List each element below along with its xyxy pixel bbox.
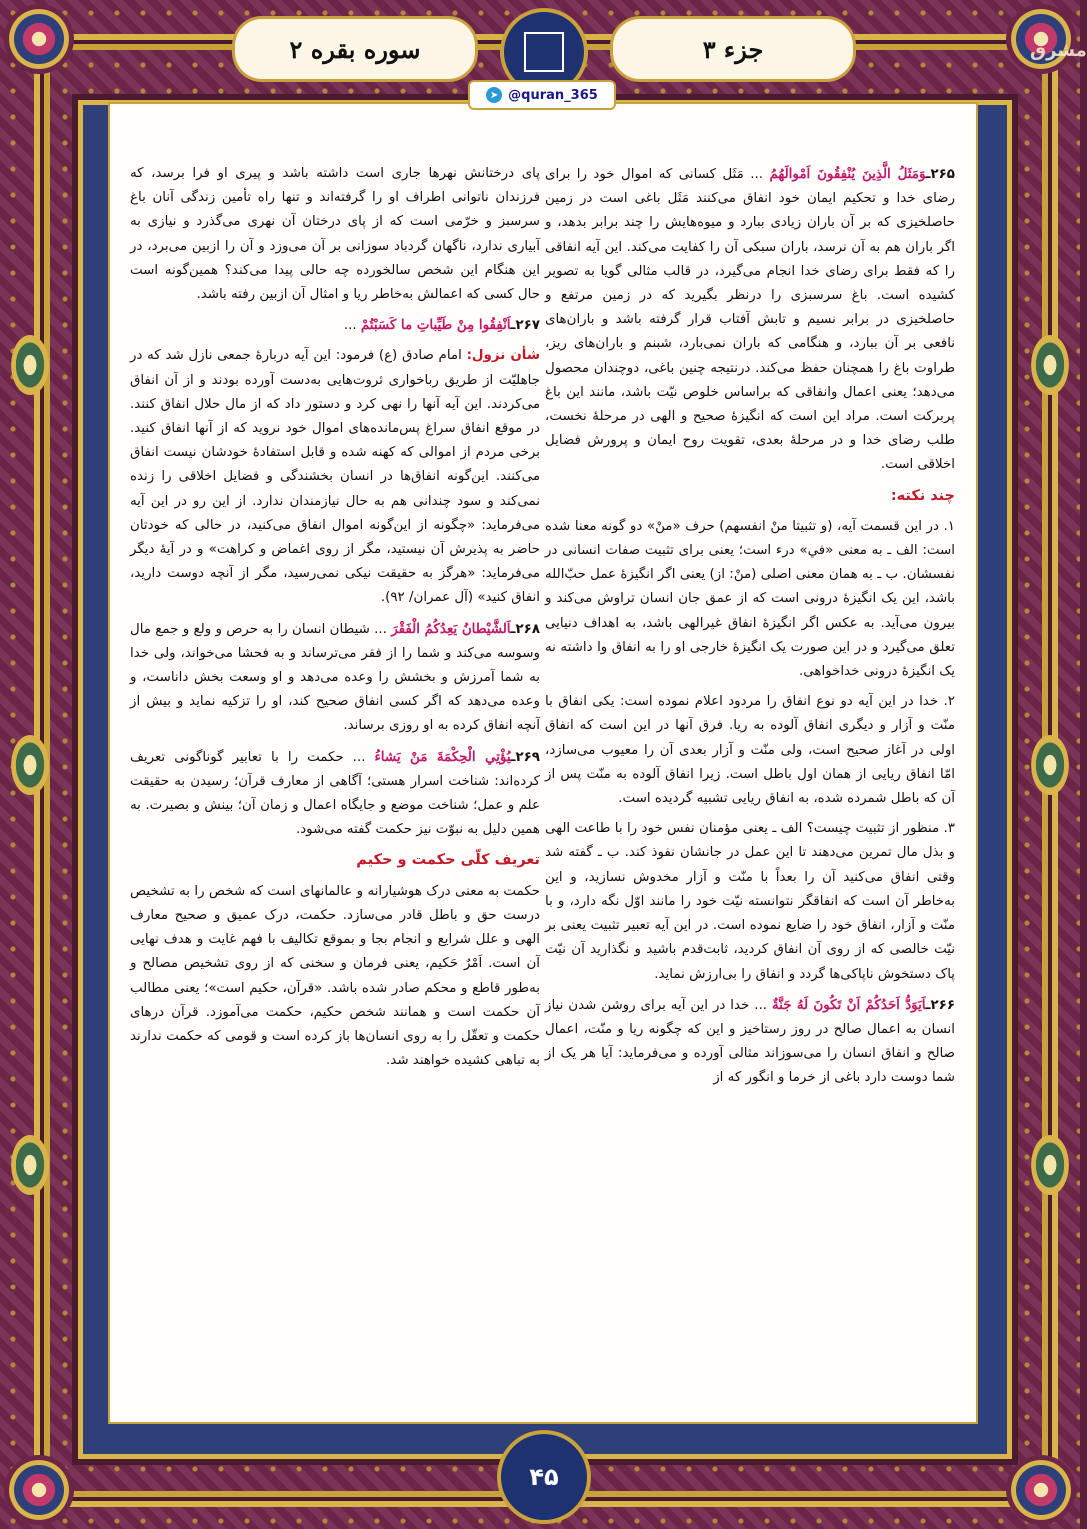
- verse-quote: اَيَوَدُّ اَحَدُكُمْ اَنْ تَكُونَ لَهُ جَنَّةٌ: [771, 996, 926, 1013]
- paragraph: [130, 344, 540, 610]
- verse-number: ۲۶۵ـ: [925, 167, 955, 182]
- side-medallion-icon: [8, 1130, 52, 1200]
- paragraph: [545, 993, 955, 1091]
- corner-ornament-icon: [1006, 4, 1076, 74]
- section-heading: [130, 848, 540, 873]
- paragraph-text: ... خدا در این آیه برای روشن شدن نیاز انسان به اعمال صالح در روز رستاخیز و این که چگونه ریا و منّت، اعمال صالح و انفاق انسان را می‌سوزاند مثالی آورده و می‌فرماید: آیا هر یک از شما دوست دارد باغی از خرما و انگور که از: [545, 997, 955, 1086]
- side-medallion-icon: [1028, 730, 1072, 800]
- heading-text: تعریف کلّی حکمت و حکیم: [356, 852, 540, 869]
- paragraph-text: ... مَثَل کسانی که اموال خود را برای رضای خدا و تحکیم ایمان خود انفاق می‌کنند مَثَل باغی است در زمین حاصلخیزی که بر آن باران زیادی ببارد و میوه‌هایش را چند برابر بدهد، و اگر باران هم به آن نرسد، باران سبکی آن را کفایت می‌کند. این آیه انفاقی را که فقط برای رضای خدا انجام می‌گیرد، در قالب مثالی گویا به تصویر کشیده است. باغ سرسبزی را درنظر بگیرید که در زمین مرتفع و حاصلخیزی در برابر نسیم و تابش آفتاب قرار گرفته باشد و باران‌های نافعی بر آن ببارد، و هنگامی که باران نمی‌بارد، شبنم و باران‌های ریز، طراوت باغ را همچنان حفظ می‌کند. درنتیجه چنین باغی، دوچندان محصول می‌دهد؛ یعنی اعمال وانفاقی که براساس خلوص نیّت باشد، مانند این باغ پربرکت است. مراد این است که انگیزهٔ صحیح و الهی در مرحلهٔ نخست، طلب رضای خدا و در مرحلهٔ بعدی، تقویت روح ایمان و پرورش فضایل اخلاقی است.: [545, 167, 955, 473]
- heading-text: چند نکته:: [890, 487, 955, 504]
- paragraph: [545, 515, 955, 684]
- corner-ornament-icon: [4, 1455, 74, 1525]
- page-number: ۴۵: [497, 1430, 591, 1524]
- paragraph-text: ... شیطان انسان را به حرص و ولع و جمع مال وسوسه می‌کند و شما را از فقر می‌ترساند و به فحشا می‌خواند، ولی خدا به شما آمرزش و بخشش را وعده می‌دهد و او وسعت بخش داناست، و وعده می‌دهد که اگر کسی انفاق صحیح کند، او را تزکیه نماید و بیش از آنچه انفاق کرده به او روزی برساند.: [130, 621, 540, 734]
- side-medallion-icon: [1028, 330, 1072, 400]
- paragraph: [130, 617, 540, 739]
- paragraph: [130, 162, 540, 307]
- verse-number: ۲۶۹ـ: [510, 749, 540, 765]
- paragraph-text: پای درختانش نهرها جاری است داشته باشد و پیری او فرا برسد، که فرزندان ناتوانی اطراف او را گرفته‌اند و تنها راه تأمین زندگی آنان باغ سرسبز و خرّمی است که از پای درختان آن نهری می‌گذرد و نیازی به آبیاری ندارد، ناگهان گردباد سوزانی بر آن می‌وزد و آن را ازبین می‌برد، در این هنگام این شخص سالخورده چه حالی پیدا می‌کند؟ همین‌گونه است حال کسی که اعمالش به‌خاطر ریا و امثال آن ازبین رفته باشد.: [130, 166, 540, 303]
- verse-quote: اَنْفِقُوا مِنْ طَيِّباتِ ما كَسَبْتُمْ: [360, 317, 511, 334]
- paragraph: [545, 690, 955, 811]
- occasion-label: شأن نزول:: [466, 348, 540, 364]
- paragraph: [130, 880, 540, 1074]
- brand-watermark: مشرق: [1030, 40, 1087, 61]
- verse-number: ۲۶۶ـ: [925, 997, 955, 1013]
- paragraph-text: ... حکمت را با تعابیر گوناگونی تعریف کرده‌اند: شناخت اسرار هستی؛ آگاهی از معارف قرآن؛ رسیدن به حقیقت علم و عمل؛ شناخت موضع و جایگاه اعمال و زمان آن؛ بینش و بصیرت. به همین دلیل به نبوّت نیز حکمت گفته می‌شود.: [130, 749, 540, 838]
- juz-label: جزء ۳: [610, 16, 856, 82]
- paragraph: [545, 162, 955, 478]
- section-heading: [545, 484, 955, 509]
- right-column: [545, 162, 955, 1097]
- paragraph-text: ...: [343, 318, 361, 334]
- paragraph: [545, 817, 955, 986]
- side-medallion-icon: [8, 330, 52, 400]
- sura-label: سوره بقره ۲: [232, 16, 478, 82]
- paragraph-text: امام صادق (ع) فرمود: این آیه دربارهٔ جمعی نازل شد که در جاهلیّت از طریق رباخواری ثروت‌هایی به‌دست آورده بودند و از آن انفاق می‌کردند. این آیه آنها را نهی کرد و دستور داد که از مال حلال انفاق کنند. در موقع انفاق سراغ پس‌مانده‌های اموال خود نروید که از آنها انفاق کنید. برخی مردم از اموالی که کهنه شده و قابل استفادهٔ خودشان نیست انفاق می‌کنند. این‌گونه انفاق‌ها در انسان بخشندگی و فضایل اخلاقی را زنده نمی‌کند و سود چندانی هم به حال نیازمندان ندارد. از این رو در این آیه می‌فرماید: «چگونه از این‌گونه اموال انفاق می‌کنید، در حالی که خودتان حاضر به پذیرش آن نیستید، مگر از روی اغماض و کراهت» و در آیهٔ دیگر می‌فرماید: «هرگز به حقیقت نیکی نمی‌رسید، مگر از آنچه دوست دارید، انفاق کنید» (آل عمران/ ۹۲).: [130, 348, 540, 606]
- paragraph-text: ۲. خدا در این آیه دو نوع انفاق را مردود اعلام نموده است: یکی انفاق با منّت و آزار و دیگری انفاق آلوده به ریا. فرق آنها در این است که انفاق اولی در آغاز صحیح است، ولی منّت و آزار بعدی آن را معیوب می‌سازد، امّا انفاق ریایی از همان اول باطل است. زیرا انفاق آلوده به منّت پس از آن که باطل شمرده شده، به انفاق ریایی تشبیه گردیده است.: [545, 694, 955, 807]
- corner-ornament-icon: [4, 4, 74, 74]
- handle-text: @quran_365: [508, 87, 598, 103]
- verse-quote: يُؤْتِي الْحِكْمَةَ مَنْ يَشاءُ: [374, 748, 511, 765]
- corner-ornament-icon: [1006, 1455, 1076, 1525]
- paragraph-text: ۳. منظور از تثبیت چیست؟ الف ـ یعنی مؤمنان نفس خود را با طاعت الهی و بذل مال تمرین می‌دهند تا این عمل در جانشان نفوذ کند. ب ـ گفته شد وقتی انفاق می‌کنید آن را بعداً با منّت و آزار مخدوش نسازید، و این به‌خاطر آن است که انفاقگر نتوانسته نیّت خود را مانند اوّل نگه دارد، و با منّت و آزار، انفاق خود را ضایع نموده است. در این آیه تعبیر تثبیت یعنی بر نیّت خالصی که از روی آن انفاق کردید، ثابت‌قدم باشید و نگذارید آن نیّت پاک دستخوش ناپاکی‌ها گردد و انفاق را بی‌ارزش نماید.: [545, 821, 955, 982]
- paragraph-text: حکمت به معنی درک هوشیارانه و عالمانهای است که شخص را به تشخیص درست حق و باطل قادر می‌سازد. حکمت، درک عمیق و صحیح معارف الهی و علل شرایع و انجام بجا و بموقع تکالیف با فهم غایت و هدف نهایی آن است. اَمْرٌ حَکیم، یعنی فرمان و سخنی که از روی تشخیص مصالح و به‌طور قاطع و محکم صادر شده باشد. «قرآن، حکیم است»؛ یعنی مطالب آن حکمت است و همانند شخص حکیم، حکمت می‌آموزد. قرآن درهای حکمت و تعقّل را به روی انسان‌ها باز کرده است و قومی که حکمت ندارند به تباهی کشیده خواهند شد.: [130, 883, 540, 1069]
- telegram-icon: ➤: [486, 87, 502, 103]
- side-medallion-icon: [8, 730, 52, 800]
- telegram-handle[interactable]: [468, 80, 616, 110]
- paragraph: [130, 745, 540, 843]
- verse-quote: اَلشَّيْطانُ يَعِدُكُمُ الْفَقْرَ: [391, 620, 511, 637]
- left-column: [130, 162, 540, 1079]
- paragraph-text: ۱. در این قسمت آیه، (و تثبیتا منْ انفسهم) حرف «منْ» دو گونه معنا شده است: الف ـ به معنی «في» درء است؛ یعنی برای تثبیت صفات انسانی در نفسشان. ب ـ به همان معنی اصلی (منْ: از) یعنی اگر انگیزهٔ عمل حبّ‌الله باشد، این یک انگیزهٔ درونی است که از عمق جان انسان تراوش می‌کند و بیرون می‌آید. به عکس اگر انگیزهٔ انفاق غیرالهی باشد، به اهداف دنیایی تعلق می‌گیرد و در این صورت یک انگیزهٔ خارجی او را به انفاق وا داشته نه یک انگیزهٔ درونی خداخواهی.: [545, 518, 955, 680]
- paragraph: [130, 313, 540, 338]
- verse-number: ۲۶۸ـ: [510, 621, 541, 637]
- side-medallion-icon: [1028, 1130, 1072, 1200]
- verse-quote: وَمَثَلُ الَّذِينَ يُنْفِقُونَ اَمْوالَهُمُ: [769, 166, 926, 182]
- verse-number: ۲۶۷ـ: [510, 318, 540, 334]
